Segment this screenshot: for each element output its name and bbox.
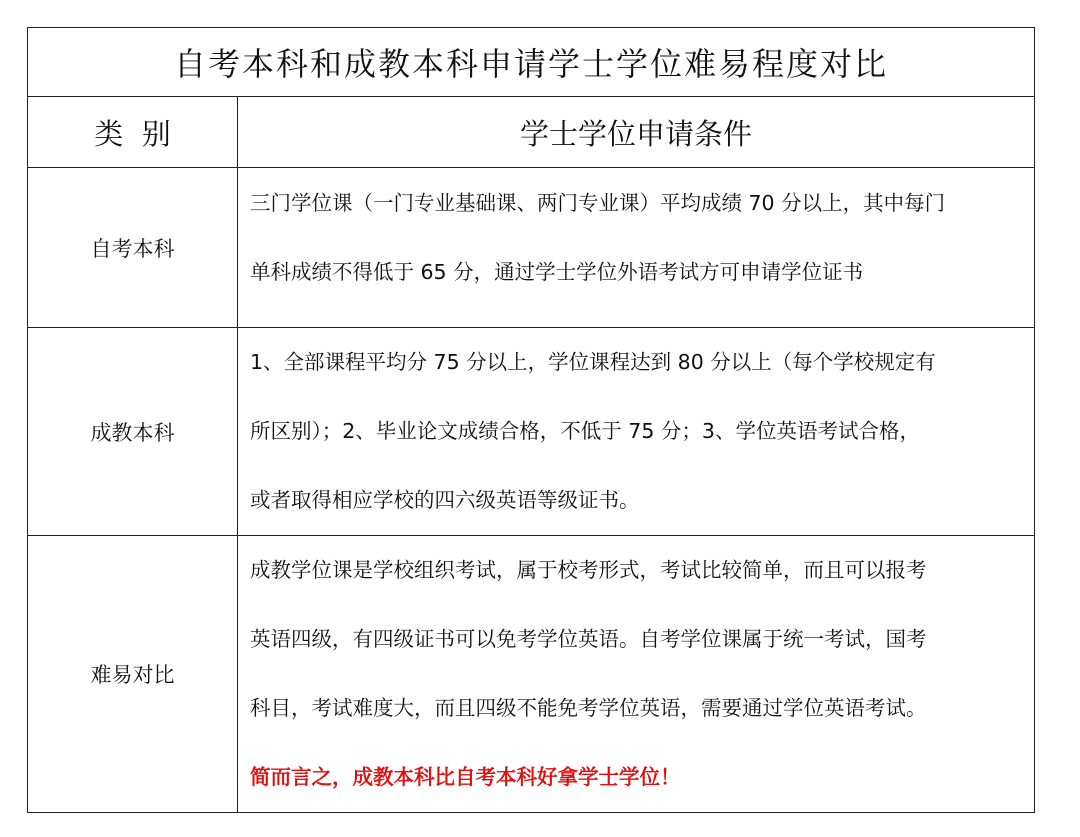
header-category: 类 别: [28, 97, 238, 168]
condition-line: 所区别）；2、毕业论文成绩合格，不低于 75 分；3、学位英语考试合格，: [250, 419, 920, 443]
table-title: 自考本科和成教本科申请学士学位难易程度对比: [28, 28, 1035, 97]
condition-line: 三门学位课（一门专业基础课、两门专业课）平均成绩 70 分以上，其中每门: [250, 191, 946, 215]
condition-line: 1、全部课程平均分 75 分以上，学位课程达到 80 分以上（每个学校规定有: [250, 350, 936, 374]
condition-line: 成教学位课是学校组织考试，属于校考形式，考试比较简单，而且可以报考: [250, 558, 927, 582]
row-conditions: [238, 328, 1035, 536]
row-category: 成教本科: [28, 328, 238, 536]
table-row: [28, 168, 1035, 328]
row-conditions: [238, 536, 1035, 813]
condition-line: 英语四级，有四级证书可以免考学位英语。自考学位课属于统一考试，国考: [250, 627, 927, 651]
conclusion-highlight: 简而言之，成教本科比自考本科好拿学士学位！: [250, 765, 681, 789]
condition-line: 科目，考试难度大，而且四级不能免考学位英语，需要通过学位英语考试。: [250, 696, 927, 720]
row-category: 难易对比: [28, 536, 238, 813]
header-conditions: 学士学位申请条件: [238, 97, 1035, 168]
row-category: 自考本科: [28, 168, 238, 328]
row-conditions: [238, 168, 1035, 328]
condition-line: 或者取得相应学校的四六级英语等级证书。: [250, 488, 640, 512]
table-row: [28, 536, 1035, 813]
comparison-table: [27, 27, 1035, 813]
condition-line: 单科成绩不得低于 65 分，通过学士学位外语考试方可申请学位证书: [250, 260, 864, 284]
table-row: [28, 328, 1035, 536]
